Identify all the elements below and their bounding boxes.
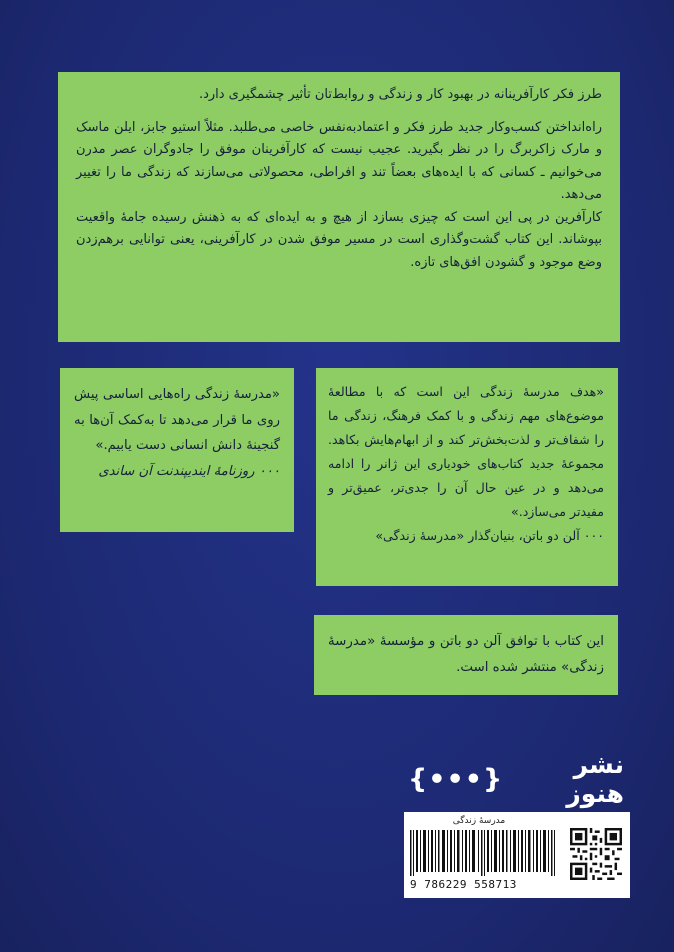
press-quote-attribution: ۰۰۰ روزنامهٔ ایندیپندنت آن ساندی (98, 463, 280, 479)
publisher-logo (408, 750, 624, 808)
barcode-icon (408, 830, 564, 876)
press-quote-box (60, 368, 294, 532)
imprint-label: مدرسهٔ زندگی (452, 816, 506, 826)
publisher-name: نشر هنوز (566, 750, 624, 808)
press-quote-text: «مدرسهٔ زندگی راه‌هایی اساسی پیش روی ما قرار می‌دهد تا به‌کمک آن‌ها به گنجینهٔ دانش انسانی دست یابیم.» (74, 387, 280, 453)
license-box (314, 615, 618, 695)
founder-quote-text: «هدف مدرسهٔ زندگی این است که با مطالعهٔ موضوع‌های مهم زندگی و با کمک فرهنگ، زندگی ما را شفاف‌تر و لذت‌بخش‌تر کند و از ابهام‌هایش بکاهد. مجموعهٔ جدید کتاب‌های خودیاری این ژانر را ادامه می‌دهد و در عین حال آن را جدی‌تر، عمیق‌تر و مفیدتر می‌سازد.» (328, 384, 604, 519)
publisher-logo-mark: {•••} (408, 763, 504, 795)
license-text: این کتاب با توافق آلن دو باتن و مؤسسهٔ «مدرسهٔ زندگی» منتشر شده است. (328, 634, 604, 675)
description-paragraph-1: طرز فکر کارآفرینانه در بهبود کار و زندگی و روابط‌تان تأثیر چشمگیری دارد. (198, 87, 602, 102)
description-paragraph-3: کارآفرین در پی این است که چیزی بسازد از هیچ و به ایده‌ای که به ذهنش رسیده جامهٔ واقعیت بپوشاند. این کتاب گشت‌وگذاری است در مسیر موفق شدن در کارآفرینی، یعنی توانایی برهم‌زدن وضع موجود و گشودن افق‌های تازه. (76, 209, 602, 270)
founder-quote-attribution: ۰۰۰ آلن دو باتن، بنیان‌گذار «مدرسهٔ زندگی» (375, 528, 604, 543)
description-paragraph-2: راه‌انداختن کسب‌وکار جدید طرز فکر و اعتمادبه‌نفس خاصی می‌طلبد. مثلاً استیو جابز، ایلن ماسک و مارک زاکربرگ را در نظر بگیرید. عجیب نیست که کارآفرینان موفق را جادوگران عصر مدرن می‌خوانیم ـ کسانی که با ایده‌های بعضاً تند و افراطی، محصولاتی می‌سازند که زندگی ما را تغییر می‌دهد. (76, 119, 602, 202)
qr-code-icon (570, 828, 622, 880)
barcode-panel (404, 812, 630, 898)
isbn-number: 9 786229 558713 (410, 878, 517, 891)
founder-quote-box (316, 368, 618, 586)
description-box (58, 72, 620, 342)
